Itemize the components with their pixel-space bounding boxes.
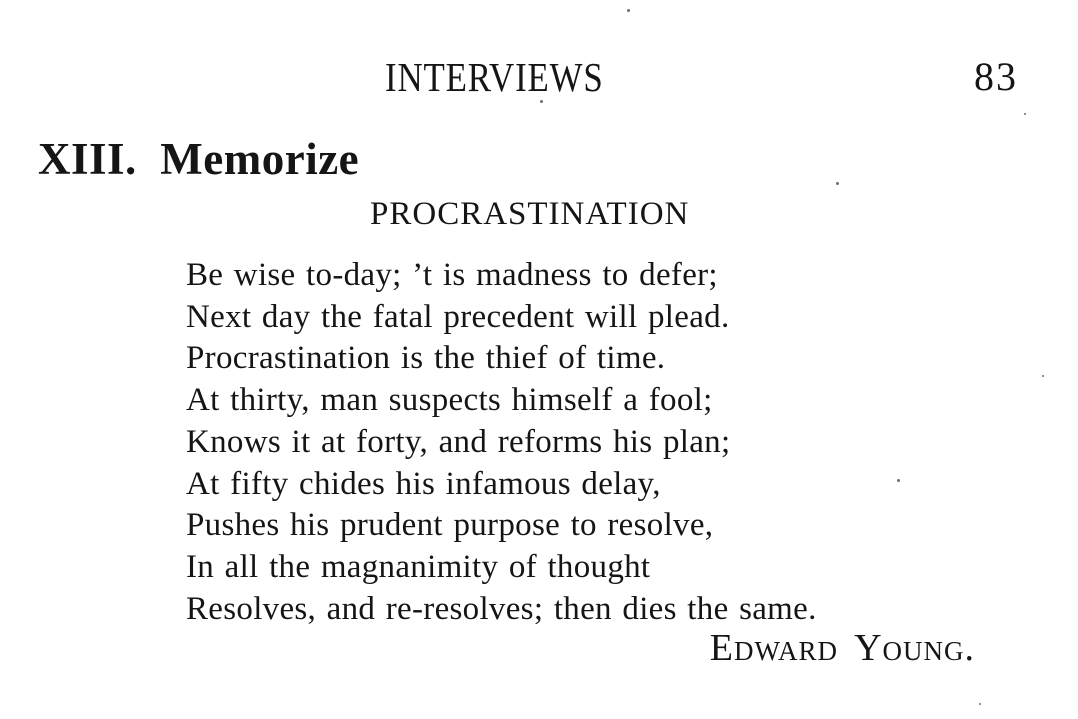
poem-body <box>186 255 817 630</box>
scan-noise-dot <box>1024 113 1026 115</box>
poem-line: Next day the fatal precedent will plead. <box>186 298 730 335</box>
scan-noise-dot <box>836 182 839 185</box>
poem-line: In all the magnanimity of thought <box>186 548 651 585</box>
poem-line: Resolves, and re-resolves; then dies the same. <box>186 590 817 627</box>
poem-attribution: Edward Young. <box>709 627 975 669</box>
page-number: 83 <box>974 54 1018 99</box>
section-heading: XIII. Memorize <box>38 134 360 184</box>
scan-noise-dot <box>979 703 981 705</box>
poem-line: Pushes his prudent purpose to resolve, <box>186 507 714 544</box>
poem-title: PROCRASTINATION <box>370 196 690 232</box>
poem-line: At fifty chides his infamous delay, <box>186 465 661 502</box>
scan-noise-dot <box>627 9 630 12</box>
scan-noise-dot <box>897 479 900 482</box>
poem-line: Be wise to-day; ’t is madness to defer; <box>186 257 718 293</box>
poem-line: Knows it at forty, and reforms his plan; <box>186 423 731 460</box>
scan-noise-dot <box>1042 375 1044 377</box>
scan-noise-dot <box>540 100 543 103</box>
running-header-title: INTERVIEWS <box>385 54 604 100</box>
poem-line: Procrastination is the thief of time. <box>186 340 666 377</box>
poem-line: At thirty, man suspects himself a fool; <box>186 382 713 419</box>
